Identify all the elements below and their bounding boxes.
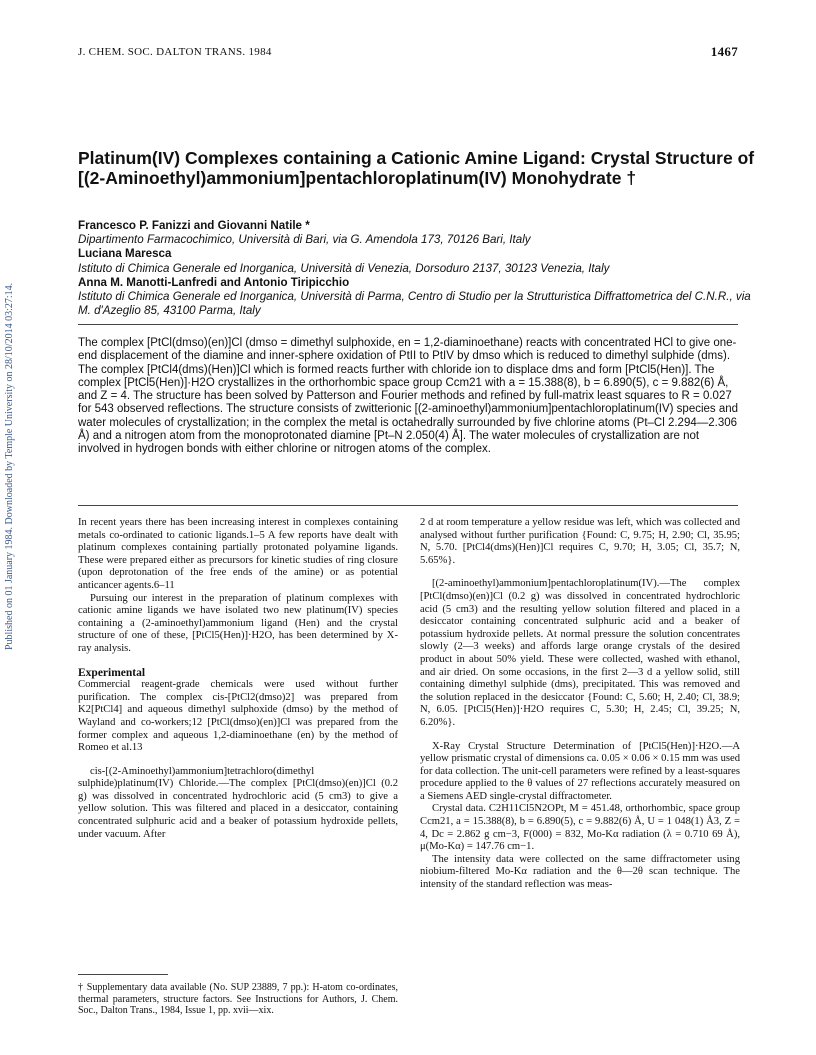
intro-paragraph-2: Pursuing our interest in the preparation of platinum complexes with cationic amine ligands we have isolated two new platinum(IV) species containing a (2-aminoethyl)ammonium ligand (Hen) and the crystal structure of one of these, [PtCl5(Hen)]·H2O, has been determined by X-ray analysis. [78, 592, 398, 654]
download-watermark-text: Published on 01 January 1984. Downloaded by Temple University on 28/10/2014 03:27:14. [4, 282, 15, 650]
article-title: Platinum(IV) Complexes containing a Cationic Amine Ligand: Crystal Structure of [(2-Aminoethyl)ammonium]pentachloroplatinum(IV) Monohydrate † [78, 148, 755, 188]
author-names-1: Francesco P. Fanizzi and Giovanni Natile * [78, 219, 310, 232]
affiliation-1: Dipartimento Farmacochimico, Università di Bari, via G. Amendola 173, 70126 Bari, Italy [78, 233, 531, 247]
abstract-top-rule [78, 324, 738, 325]
experimental-heading: Experimental [78, 666, 146, 679]
affiliation-2: Istituto di Chimica Generale ed Inorganica, Università di Venezia, Dorsoduro 2137, 30123 Venezia, Italy [78, 261, 610, 275]
crystal-data-paragraph: Crystal data. C2H11Cl5N2OPt, M = 451.48, orthorhombic, space group Ccm21, a = 15.388(8), b = 6.890(5), c = 9.882(6) Å, U = 1 048(1) Å3, Z = 4, Dc = 2.862 g cm−3, F(000) = 832, Mo-Kα radiation (λ = 0.710 69 Å), μ(Mo-Kα) = 147.76 cm−1. [420, 803, 740, 853]
running-header [78, 46, 738, 62]
xray-paragraph: X-Ray Crystal Structure Determination of [PtCl5(Hen)]·H2O.—A yellow prismatic crystal of dimensions ca. 0.05 × 0.06 × 0.15 mm was used for data collection. The unit-cell parameters were refined by a least-squares procedure applied to the θ values of 27 reflections accurately measured on a Siemens AED single-crystal diffractometer. [420, 740, 741, 802]
author-names-2: Luciana Maresca [78, 247, 172, 261]
preparation-paragraph-1-cont: 2 d at room temperature a yellow residue was left, which was collected and analysed without further purification {Found: C, 9.75; H, 2.90; Cl, 35.95; N, 5.70. [PtCl4(dms)(Hen)]Cl requires C, 9.70; H, 3.05; Cl, 35.7; N, 5.65%}. [420, 517, 740, 566]
affiliation-3: Istituto di Chimica Generale ed Inorganica, Università di Parma, Centro di Studio per la Strutturistica Diffrattometrica del C.N.R., via M. d'Azeglio 85, 43100 Parma, Italy [78, 290, 751, 318]
download-watermark [4, 180, 18, 660]
intro-paragraph-1: In recent years there has been increasing interest in complexes containing metals co-ordinated to cationic ligands.1–5 A few reports have dealt with platinum complexes containing partially protonated polyamine ligands. These were prepared either as precursors for kinetic studies of ring closure (upon deprotonation of the free ends of the amine) or as potential anticancer agents.6–11 [78, 517, 398, 591]
abstract-bottom-rule [78, 505, 738, 506]
journal-citation: J. CHEM. SOC. DALTON TRANS. 1984 [78, 46, 272, 58]
left-column [78, 517, 398, 841]
page-number: 1467 [710, 44, 738, 59]
intensity-data-paragraph: The intensity data were collected on the same diffractometer using niobium-filtered Mo-Kα radiation and the θ—2θ scan technique. The intensity of the standard reflection was meas- [420, 853, 740, 891]
right-column [420, 517, 740, 892]
preparation-paragraph-1: cis-[(2-Aminoethyl)ammonium]tetrachloro(dimethyl sulphide)platinum(IV) Chloride.—The complex [PtCl(dmso)(en)]Cl (0.2 g) was dissolved in concentrated hydrochloric acid (5 cm3) to give a yellow solution. This was filtered and placed in a desiccator, containing concentrated sulphuric acid and a beaker of potassium hydroxide pellets, under vacuum. After [78, 765, 398, 840]
abstract: The complex [PtCl(dmso)(en)]Cl (dmso = dimethyl sulphoxide, en = 1,2-diaminoethane) reacts with concentrated HCl to give one-end displacement of the diamine and inner-sphere oxidation of PtII to PtIV by dmso which is reduced to dimethyl sulphide (dms). The complex [PtCl4(dms)(Hen)]Cl which is formed reacts further with chloride ion to displace dms and form [PtCl5(Hen)]. The complex [PtCl5(Hen)]·H2O crystallizes in the orthorhombic space group Ccm21 with a = 15.388(8), b = 6.890(5), c = 9.882(6) Å, and Z = 4. The structure has been solved by Patterson and Fourier methods and refined by full-matrix least squares to R = 0.027 for 543 observed reflections. The structure consists of zwitterionic [(2-aminoethyl)ammonium]pentachloroplatinum(IV) species and water molecules of crystallization; in the complex the metal is octahedrally surrounded by five chlorine atoms (Pt–Cl 2.294—2.306 Å) and a nitrogen atom from the monoprotonated diamine [Pt–N 2.050(4) Å]. The water molecules of crystallization are not involved in hydrogen bonds with either chlorine or nitrogen atoms of the complex. [78, 337, 739, 456]
footnote-rule [78, 974, 168, 975]
author-block [78, 219, 758, 318]
author-names-3: Anna M. Manotti-Lanfredi and Antonio Tiripicchio [78, 275, 350, 289]
experimental-paragraph: Commercial reagent-grade chemicals were used without further purification. The complex cis-[PtCl2(dmso)2] was prepared from K2[PtCl4] and aqueous dimethyl sulphoxide (dmso) by the method of Wayland and co-workers;12 [PtCl(dmso)(en)]Cl was prepared from the former complex and aqueous 1,2-diaminoethane (en) by the method of Romeo et al.13 [78, 679, 398, 754]
preparation-paragraph-2: [(2-aminoethyl)ammonium]pentachloroplatinum(IV).—The complex [PtCl(dmso)(en)]Cl (0.2 g) was dissolved in concentrated hydrochloric acid (5 cm3) and the resulting yellow solution filtered and placed in a desiccator containing concentrated sulphuric acid and a beaker of potassium hydroxide pellets. At normal pressure the solution concentrates slowly (2—3 weeks) and affords large orange crystals of the desired product in about 50% yield. These were collected, washed with ethanol, and air dried. On some occasions, in the first 2—3 d a yellow solid, still containing dimethyl sulphide (dms), precipitated. This was removed and the solution replaced in the desiccator {Found: C, 5.60; H, 2.40; Cl, 38.9; N, 6.05. [PtCl5(Hen)]·H2O requires C, 5.30; H, 2.45; Cl, 39.25; N, 6.20%}. [420, 578, 740, 728]
footnote: † Supplementary data available (No. SUP 23889, 7 pp.): H-atom co-ordinates, thermal parameters, structure factors. See Instructions for Authors, J. Chem. Soc., Dalton Trans., 1984, Issue 1, pp. xvii—xix. [78, 982, 398, 1017]
